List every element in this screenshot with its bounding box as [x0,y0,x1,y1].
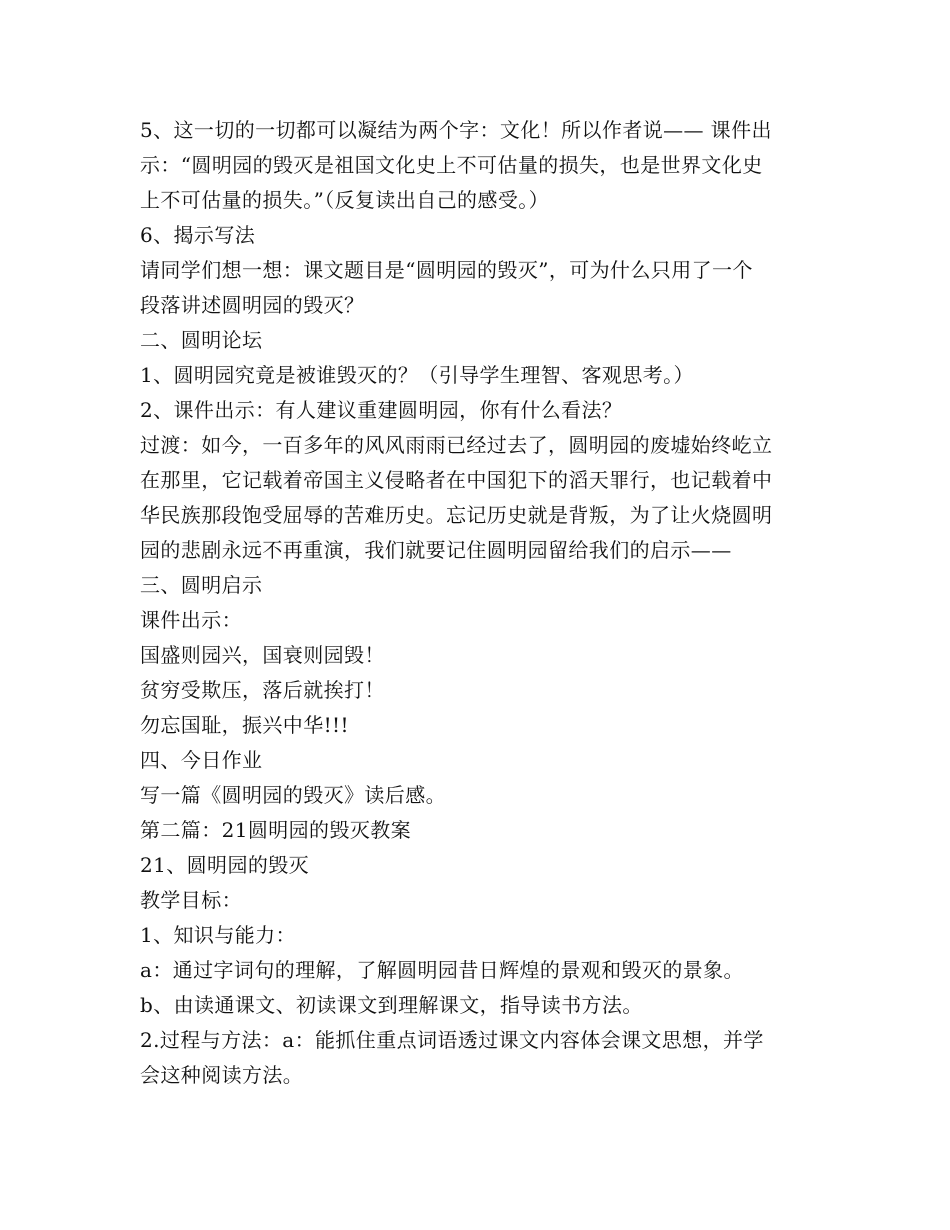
text-line: 华民族那段饱受屈辱的苦难历史。忘记历史就是背叛，为了让火烧圆明 [140,503,773,527]
text-line: 示：“圆明园的毁灭是祖国文化史上不可估量的损失，也是世界文化史 [140,153,763,177]
part-title: 第二篇：21圆明园的毁灭教案 [140,818,412,842]
section-heading: 三、圆明启示 [140,573,263,597]
text-line: b、由读通课文、初读课文到理解课文，指导读书方法。 [140,993,643,1017]
section-heading: 教学目标： [140,888,242,912]
section-heading: 6、揭示写法 [140,223,256,247]
text-line: 过渡：如今，一百多年的风风雨雨已经过去了，圆明园的废墟始终屹立 [140,433,773,457]
text-line: 课件出示： [140,608,242,632]
section-heading: 四、今日作业 [140,748,263,772]
text-line: 5、这一切的一切都可以凝结为两个字：文化！所以作者说—— 课件出 [140,118,772,142]
slogan-line: 国盛则园兴，国衰则园毁！ [140,643,385,667]
section-heading: 二、圆明论坛 [140,328,263,352]
slogan-line: 贫穷受欺压，落后就挨打！ [140,678,385,702]
text-line: a：通过字词句的理解，了解圆明园昔日辉煌的景观和毁灭的景象。 [140,958,744,982]
text-line: 会这种阅读方法。 [140,1063,304,1087]
slogan-line: 勿忘国耻，振兴中华!!! [140,713,349,737]
text-line: 段落讲述圆明园的毁灭？ [140,293,365,317]
text-line: 请同学们想一想：课文题目是“圆明园的毁灭”，可为什么只用了一个 [140,258,753,282]
text-line: 2.过程与方法：a：能抓住重点词语透过课文内容体会课文思想，并学 [140,1028,764,1052]
text-line: 1、圆明园究竟是被谁毁灭的？（引导学生理智、客观思考。） [140,363,694,387]
text-line: 在那里，它记载着帝国主义侵略者在中国犯下的滔天罪行，也记载着中 [140,468,773,492]
lesson-title: 21、圆明园的毁灭 [140,853,310,877]
text-line: 2、课件出示：有人建议重建圆明园，你有什么看法？ [140,398,623,422]
text-line: 1、知识与能力： [140,923,296,947]
text-line: 写一篇《圆明园的毁灭》读后感。 [140,783,446,807]
document-page [140,113,815,1093]
text-line: 上不可估量的损失。”（反复读出自己的感受。） [140,188,550,212]
text-line: 园的悲剧永远不再重演，我们就要记住圆明园留给我们的启示—— [140,538,732,562]
